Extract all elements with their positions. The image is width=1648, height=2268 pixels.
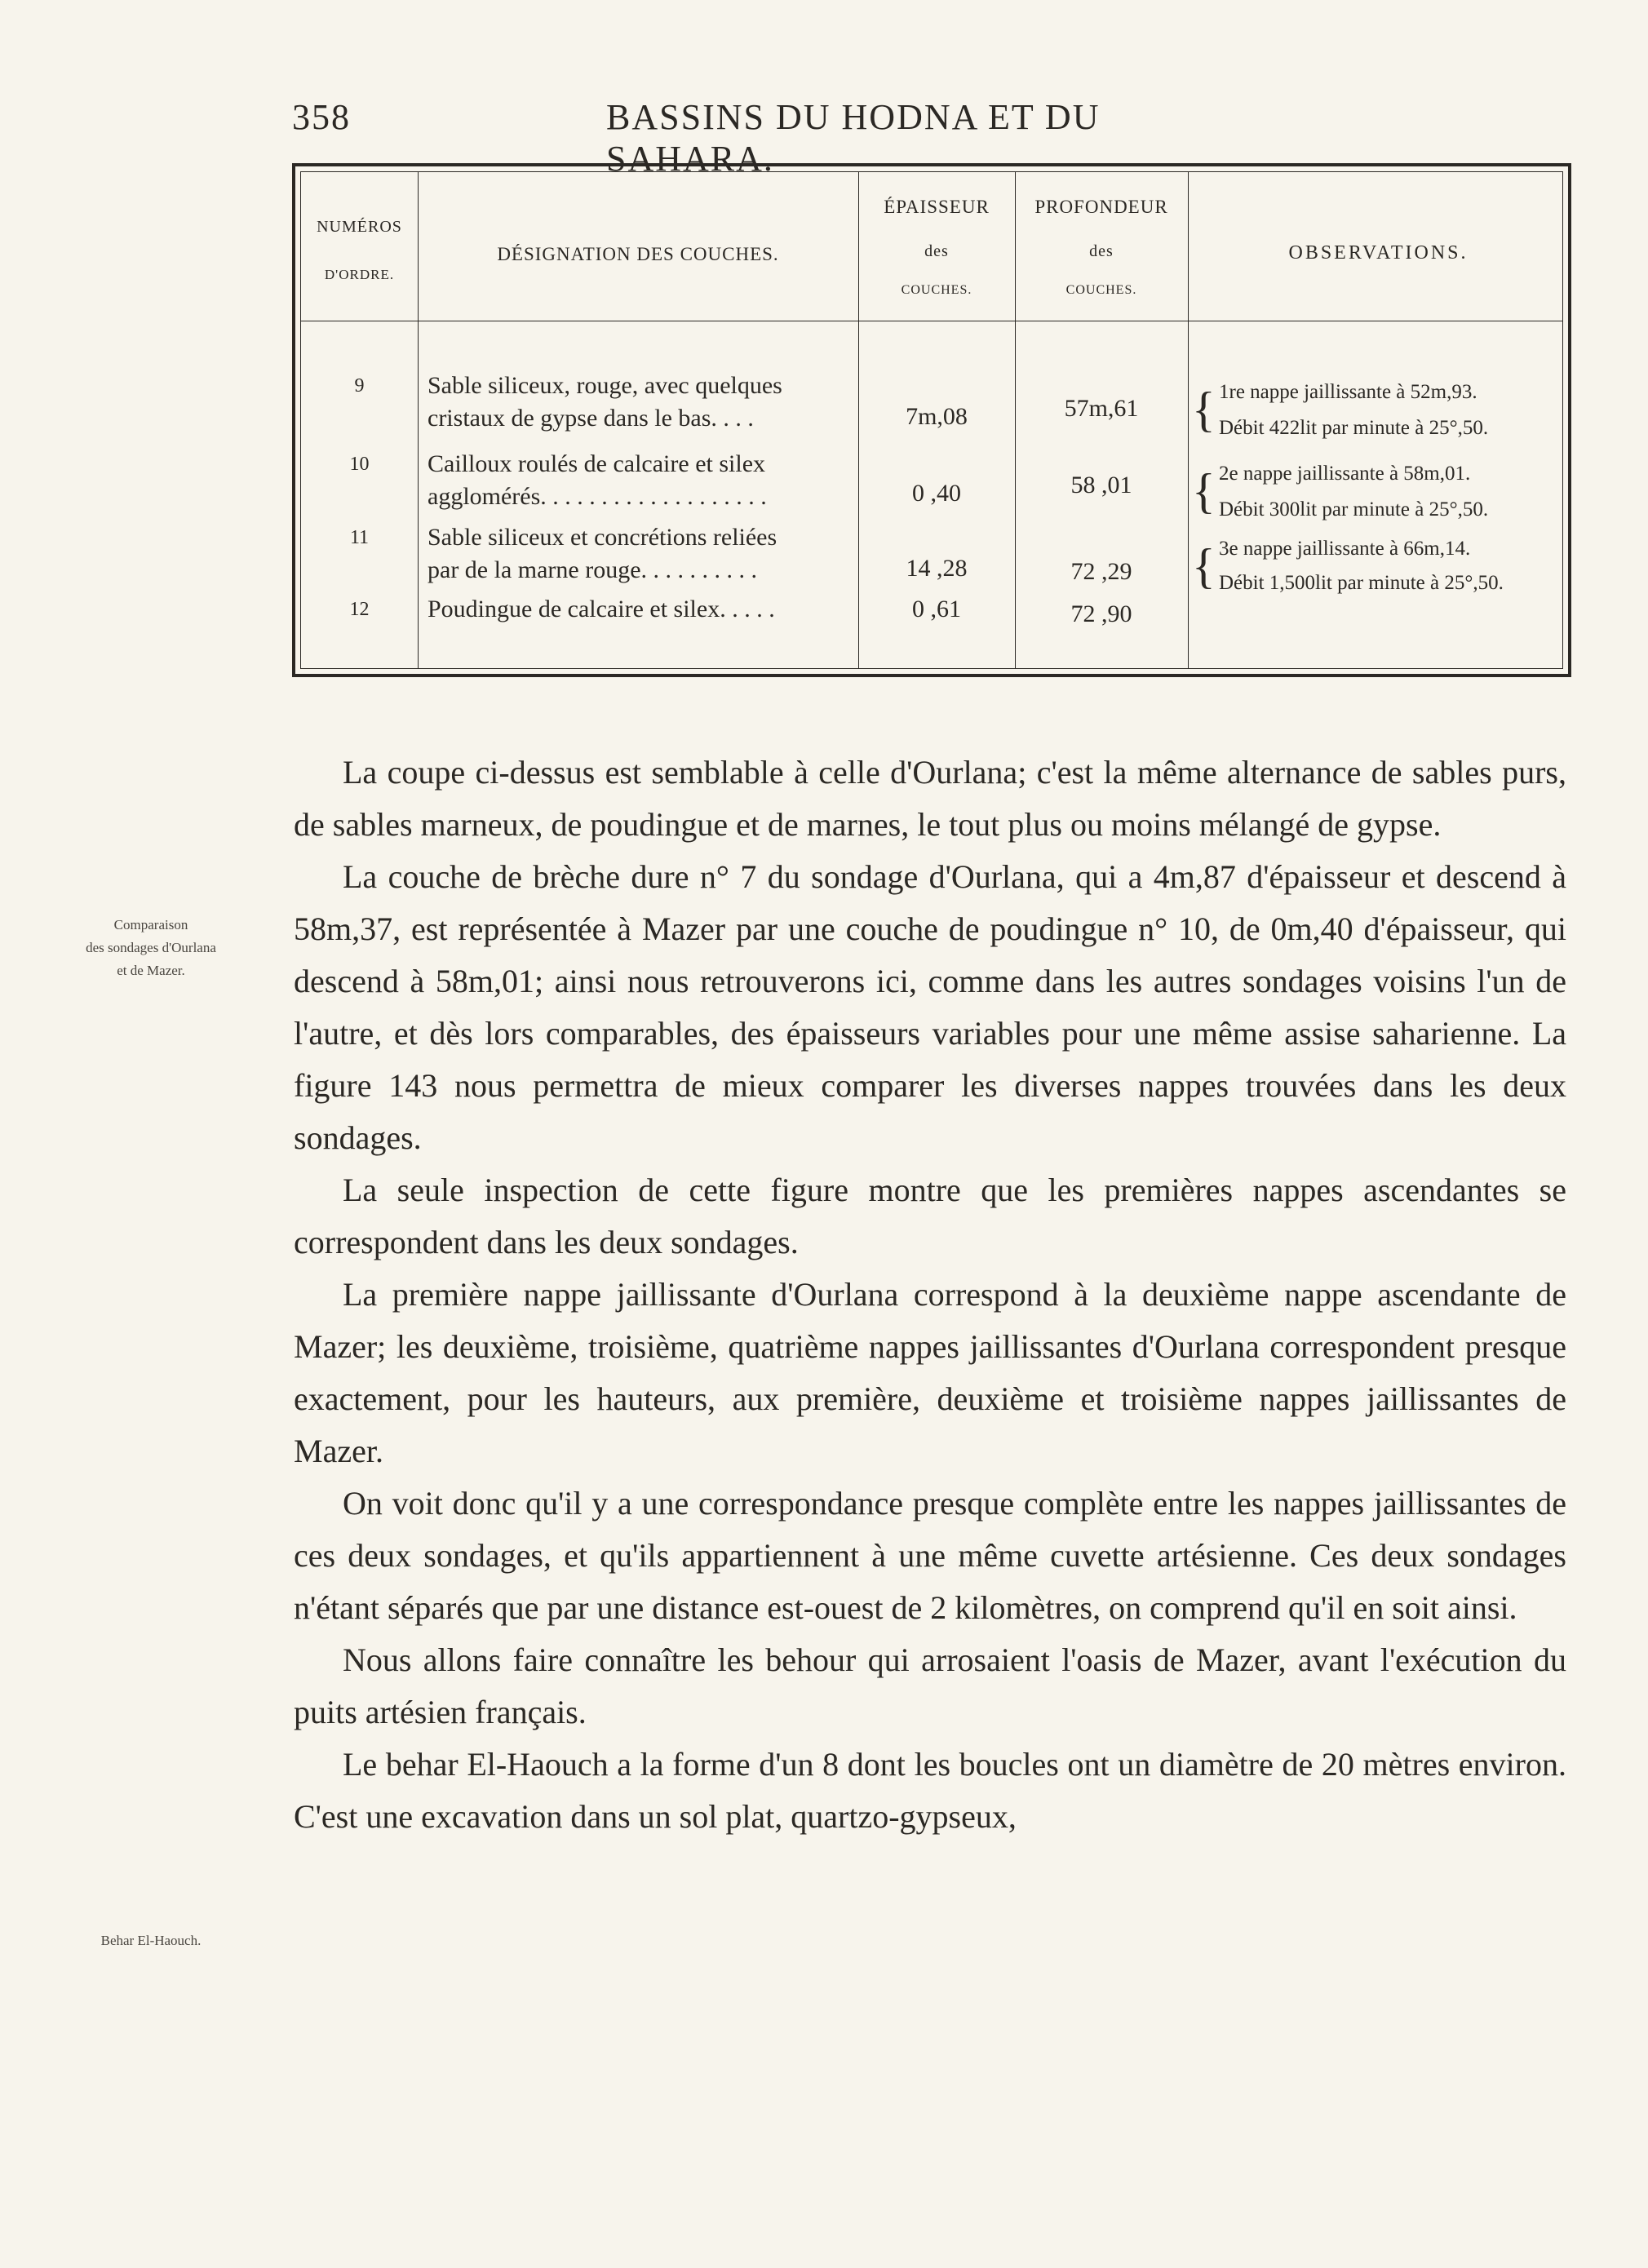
margin-note-line: Comparaison	[113, 917, 188, 932]
margin-note-line: et de Mazer.	[117, 963, 185, 978]
row-designation: Cailloux roulés de calcaire et silex	[428, 450, 766, 477]
header-epaisseur: ÉPAISSEUR	[884, 197, 990, 217]
row-designation-cont: agglomérés. . . . . . . . . . . . . . . . . . .	[428, 483, 767, 510]
row-epaisseur: 7m,08	[906, 403, 968, 430]
running-title: BASSINS DU HODNA ET DU SAHARA.	[606, 97, 1101, 179]
row-designation-cont: cristaux de gypse dans le bas. . . .	[428, 405, 754, 432]
brace-icon: {	[1192, 539, 1216, 593]
paragraph: La seule inspection de cette figure montre que les premières nappes ascendantes se correspondent dans les deux sondages.	[294, 1172, 1566, 1260]
margin-note-comparaison	[41, 914, 261, 982]
observation-line: Débit 300lit par minute à 25°,50.	[1219, 498, 1489, 520]
header-profondeur-des: des	[1089, 242, 1114, 260]
brace-icon: {	[1192, 383, 1216, 436]
header-profondeur-sub: COUCHES.	[1065, 283, 1137, 297]
row-designation: Poudingue de calcaire et silex. . . . .	[428, 596, 775, 622]
row-epaisseur: 0 ,61	[912, 596, 961, 622]
row-profondeur: 58 ,01	[1070, 472, 1132, 498]
paragraph: Le behar El-Haouch a la forme d'un 8 dont les boucles ont un diamètre de 20 mètres environ. C'est une excavation dans un sol plat, quartzo-gypseux,	[294, 1746, 1566, 1835]
row-profondeur: 57m,61	[1064, 395, 1139, 422]
strata-table	[292, 163, 1571, 677]
row-profondeur: 72 ,29	[1070, 558, 1132, 585]
row-num: 10	[349, 454, 370, 475]
observation-line: 2e nappe jaillissante à 58m,01.	[1219, 463, 1471, 485]
header-designation: DÉSIGNATION DES COUCHES.	[497, 244, 779, 264]
header-epaisseur-sub: COUCHES.	[901, 283, 972, 297]
header-profondeur: PROFONDEUR	[1034, 197, 1168, 217]
row-epaisseur: 0 ,40	[912, 480, 961, 507]
paragraph: On voit donc qu'il y a une correspondance presque complète entre les nappes jaillissantes de ces deux sondages, et qu'ils appartiennent à une même cuvette artésienne. Ces deux sondages n'étant séparés que par une distance est-ouest de 2 kilomètres, on comprend qu'il en soit ainsi.	[294, 1485, 1566, 1626]
header-numero: NUMÉROS	[317, 218, 402, 236]
row-designation-cont: par de la marne rouge. . . . . . . . . .	[428, 556, 758, 583]
row-designation: Sable siliceux et concrétions reliées	[428, 524, 777, 551]
observation-line: 3e nappe jaillissante à 66m,14.	[1219, 538, 1471, 560]
paragraph: Nous allons faire connaître les behour qui arrosaient l'oasis de Mazer, avant l'exécution du puits artésien français.	[294, 1641, 1566, 1730]
paragraph: La couche de brèche dure n° 7 du sondage d'Ourlana, qui a 4m,87 d'épaisseur et descend à 58m,37, est représentée à Mazer par une couche de poudingue n° 10, de 0m,40 d'épaisseur, qui descend à 58m,01; ainsi nous retrouverons ici, comme dans les autres sondages voisins l'un de l'autre, et dès lors comparables, des épaisseurs variables pour une même assise saharienne. La figure 143 nous permettra de mieux comparer les diverses nappes trouvées dans les deux sondages.	[294, 858, 1566, 1156]
row-designation: Sable siliceux, rouge, avec quelques	[428, 372, 782, 399]
observation-line: 1re nappe jaillissante à 52m,93.	[1219, 381, 1477, 403]
row-num: 11	[349, 527, 370, 548]
observation-line: Débit 1,500lit par minute à 25°,50.	[1219, 572, 1504, 594]
row-profondeur: 72 ,90	[1070, 600, 1132, 627]
brace-icon: {	[1192, 464, 1216, 518]
table-inner	[300, 171, 1563, 669]
margin-note-line: Behar El-Haouch.	[100, 1933, 202, 1948]
row-num: 9	[354, 375, 365, 396]
header-epaisseur-des: des	[924, 242, 949, 260]
margin-note-behar	[41, 1929, 261, 1952]
paragraph: La première nappe jaillissante d'Ourlana correspond à la deuxième nappe ascendante de Mazer; les deuxième, troisième, quatrième nappes jaillissantes d'Ourlana correspondent presque exactement, pour les hauteurs, aux première, deuxième et troisième nappes jaillissantes de Mazer.	[294, 1276, 1566, 1469]
header-numero-sub: D'ORDRE.	[324, 267, 395, 282]
header-observations: OBSERVATIONS.	[1288, 242, 1469, 264]
paragraph: La coupe ci-dessus est semblable à celle d'Ourlana; c'est la même alternance de sables purs, de sables marneux, de poudingue et de marnes, le tout plus ou moins mélangé de gypse.	[294, 754, 1566, 843]
row-num: 12	[349, 599, 370, 620]
row-epaisseur: 14 ,28	[906, 555, 968, 582]
body-text	[294, 746, 1566, 1843]
observation-line: Débit 422lit par minute à 25°,50.	[1219, 417, 1489, 439]
margin-note-line: des sondages d'Ourlana	[86, 940, 216, 955]
page-number: 358	[292, 97, 351, 137]
